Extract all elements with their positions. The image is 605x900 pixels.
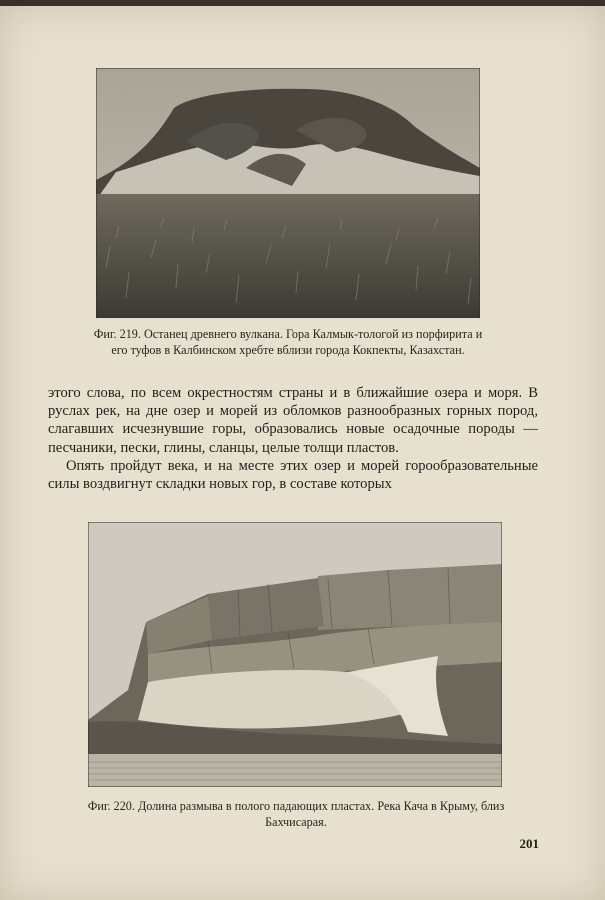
paragraph-1: этого слова, по всем окрестностям страны и в ближайшие озера и моря. В руслах рек, на дне озер и морей из обломков разнообразных горных пород, слагавших исчезнувшие горы, образовались новые осадочные породы — песчаники, пески, глины, сланцы, целые толщи пластов. (48, 385, 538, 456)
page-number: 201 (519, 836, 539, 851)
paragraph-2: Опять пройдут века, и на месте этих озер и морей горообразовательные силы воздвигнут складки новых гор, в составе которых (48, 457, 538, 493)
figure-219-volcano-photo (96, 68, 480, 318)
body-text (48, 384, 538, 493)
figure-219-caption: Фиг. 219. Останец древнего вулкана. Гора Калмык-тологой из порфирита и его туфов в Калбинском хребте вблизи города Кокпекты, Казахстан. (93, 327, 483, 357)
figure-220-caption: Фиг. 220. Долина размыва в полого падающих пластах. Река Кача в Крыму, близ Бахчисарая. (87, 799, 505, 829)
figure-220-valley-photo (88, 522, 502, 787)
book-page (0, 6, 605, 900)
